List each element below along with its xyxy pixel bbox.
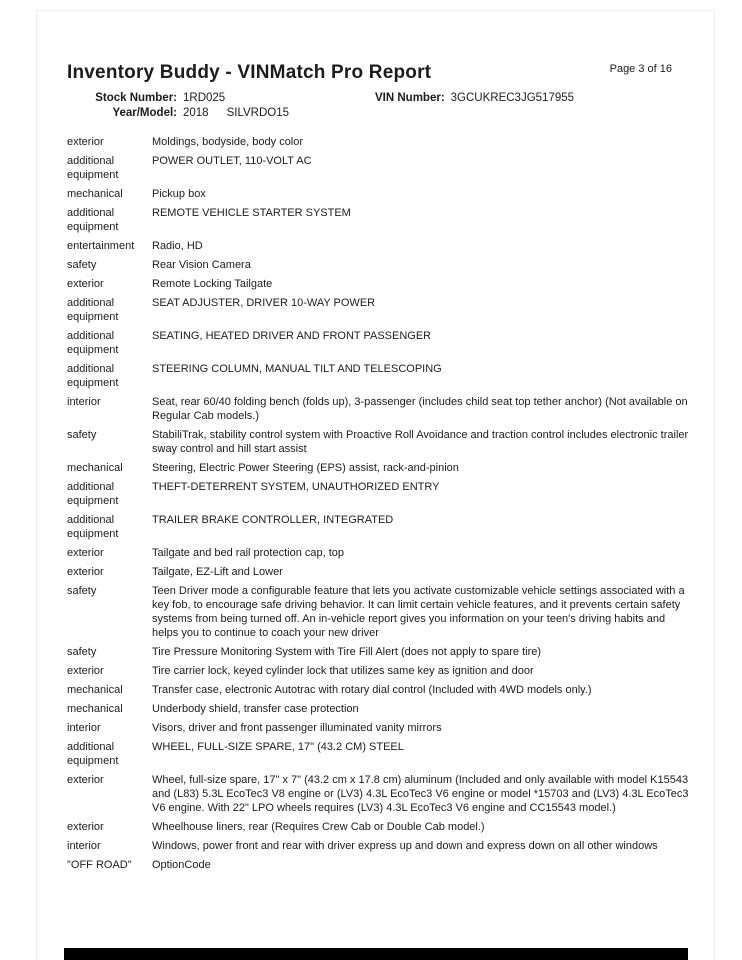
- item-category: mechanical: [67, 188, 123, 200]
- item-description: SEAT ADJUSTER, DRIVER 10-WAY POWER: [152, 297, 376, 309]
- item-description: STEERING COLUMN, MANUAL TILT AND TELESCOPING: [152, 363, 442, 375]
- item-category: safety: [67, 585, 97, 597]
- item-category: interior: [67, 840, 101, 852]
- vin-number-label: VIN Number:: [375, 92, 445, 104]
- report-row: [67, 858, 690, 872]
- report-row: [67, 820, 690, 834]
- report-rows: [67, 135, 690, 872]
- report-row: [67, 584, 690, 640]
- report-row: [67, 154, 690, 182]
- item-category: additional equipment: [67, 155, 119, 181]
- report-row: [67, 239, 690, 253]
- page-number-indicator: Page 3 of 16: [609, 63, 672, 75]
- item-description: TRAILER BRAKE CONTROLLER, INTEGRATED: [152, 514, 394, 526]
- item-description: Teen Driver mode a configurable feature that lets you activate customizable vehicle settings associated with a key fob, to encourage safe driving behavior. It can limit certain vehicle features, and it prevents certain safety systems from being turned off. An in-vehicle report gives you information on your teen's driving habits and helps you to continue to coach your new driver: [152, 585, 685, 639]
- item-description: Moldings, bodyside, body color: [152, 136, 304, 148]
- report-row: [67, 773, 690, 815]
- report-row: [67, 277, 690, 291]
- report-row: [67, 721, 690, 735]
- vin-number-value: 3GCUKREC3JG517955: [450, 92, 575, 104]
- item-category: exterior: [67, 278, 104, 290]
- item-category: additional equipment: [67, 297, 119, 323]
- year-value: 2018: [183, 107, 209, 119]
- item-description: Remote Locking Tailgate: [152, 278, 273, 290]
- item-description: Tailgate and bed rail protection cap, top: [152, 547, 345, 559]
- item-category: exterior: [67, 774, 104, 786]
- item-description: Tire Pressure Monitoring System with Tire Fill Alert (does not apply to spare tire): [152, 646, 542, 658]
- item-description: WHEEL, FULL-SIZE SPARE, 17" (43.2 CM) STEEL: [152, 741, 404, 753]
- info-line-1: [67, 91, 690, 106]
- report-row: [67, 546, 690, 560]
- report-row: [67, 480, 690, 508]
- item-category: additional equipment: [67, 363, 119, 389]
- model-value: SILVRDO15: [226, 107, 290, 119]
- report-row: [67, 702, 690, 716]
- item-category: exterior: [67, 821, 104, 833]
- report-row: [67, 428, 690, 456]
- item-description: REMOTE VEHICLE STARTER SYSTEM: [152, 207, 351, 219]
- item-category: mechanical: [67, 462, 123, 474]
- stock-number-label: Stock Number:: [95, 92, 177, 104]
- report-row: [67, 461, 690, 475]
- item-description: Transfer case, electronic Autotrac with rotary dial control (Included with 4WD models only.): [152, 684, 592, 696]
- info-line-2: [67, 106, 690, 121]
- stock-number-value: 1RD025: [183, 92, 226, 104]
- year-model-label: Year/Model:: [112, 107, 177, 119]
- item-description: StabiliTrak, stability control system with Proactive Roll Avoidance and traction control includes electronic trailer sway control and hill start assist: [152, 429, 689, 455]
- item-description: Tailgate, EZ-Lift and Lower: [152, 566, 283, 578]
- item-category: safety: [67, 429, 97, 441]
- item-description: Underbody shield, transfer case protection: [152, 703, 359, 715]
- item-category: safety: [67, 646, 97, 658]
- report-row: [67, 683, 690, 697]
- item-category: safety: [67, 259, 97, 271]
- report-row: [67, 187, 690, 201]
- item-category: additional equipment: [67, 330, 119, 356]
- report-row: [67, 839, 690, 853]
- item-description: Rear Vision Camera: [152, 259, 251, 271]
- report-row: [67, 740, 690, 768]
- item-category: additional equipment: [67, 207, 119, 233]
- report-header: [67, 62, 690, 84]
- footer-bar: [64, 948, 688, 960]
- item-category: additional equipment: [67, 481, 119, 507]
- report-row: [67, 664, 690, 678]
- report-row: [67, 362, 690, 390]
- item-category: "OFF ROAD": [67, 859, 132, 871]
- report-row: [67, 296, 690, 324]
- vin-group: [375, 91, 574, 106]
- item-description: OptionCode: [152, 859, 211, 871]
- item-description: THEFT-DETERRENT SYSTEM, UNAUTHORIZED ENTRY: [152, 481, 440, 493]
- item-description: Steering, Electric Power Steering (EPS) assist, rack-and-pinion: [152, 462, 459, 474]
- item-category: exterior: [67, 547, 104, 559]
- vehicle-info-block: [67, 91, 690, 121]
- item-category: interior: [67, 722, 101, 734]
- item-category: additional equipment: [67, 741, 119, 767]
- item-description: Wheelhouse liners, rear (Requires Crew Cab or Double Cab model.): [152, 821, 485, 833]
- item-description: Tire carrier lock, keyed cylinder lock that utilizes same key as ignition and door: [152, 665, 534, 677]
- report-row: [67, 329, 690, 357]
- item-category: additional equipment: [67, 514, 119, 540]
- item-category: exterior: [67, 136, 104, 148]
- report-row: [67, 135, 690, 149]
- item-description: SEATING, HEATED DRIVER AND FRONT PASSENGER: [152, 330, 432, 342]
- report-row: [67, 206, 690, 234]
- item-description: Windows, power front and rear with driver express up and down and express down on all other windows: [152, 840, 658, 852]
- report-row: [67, 513, 690, 541]
- report-row: [67, 395, 690, 423]
- item-description: Pickup box: [152, 188, 206, 200]
- item-category: interior: [67, 396, 101, 408]
- item-description: Radio, HD: [152, 240, 203, 252]
- report-row: [67, 565, 690, 579]
- item-category: exterior: [67, 665, 104, 677]
- item-category: entertainment: [67, 240, 135, 252]
- item-description: Seat, rear 60/40 folding bench (folds up), 3-passenger (includes child seat top tether anchor) (Not available on Regular Cab models.): [152, 396, 688, 422]
- page-title: Inventory Buddy - VINMatch Pro Report: [67, 62, 432, 83]
- item-category: mechanical: [67, 703, 123, 715]
- item-description: Wheel, full-size spare, 17" x 7" (43.2 cm x 17.8 cm) aluminum (Included and only available with model K15543 and (L83) 5.3L EcoTec3 V8 engine or (LV3) 4.3L EcoTec3 V6 engine or model *15703 and (LV3) 4.3L EcoTec3 V6 engine. With 22" LPO wheels requires (LV3) 4.3L EcoTec3 V6 engine and CC15543 model.): [152, 774, 689, 814]
- report-row: [67, 258, 690, 272]
- item-description: POWER OUTLET, 110-VOLT AC: [152, 155, 312, 167]
- item-description: Visors, driver and front passenger illuminated vanity mirrors: [152, 722, 442, 734]
- item-category: exterior: [67, 566, 104, 578]
- report-row: [67, 645, 690, 659]
- item-category: mechanical: [67, 684, 123, 696]
